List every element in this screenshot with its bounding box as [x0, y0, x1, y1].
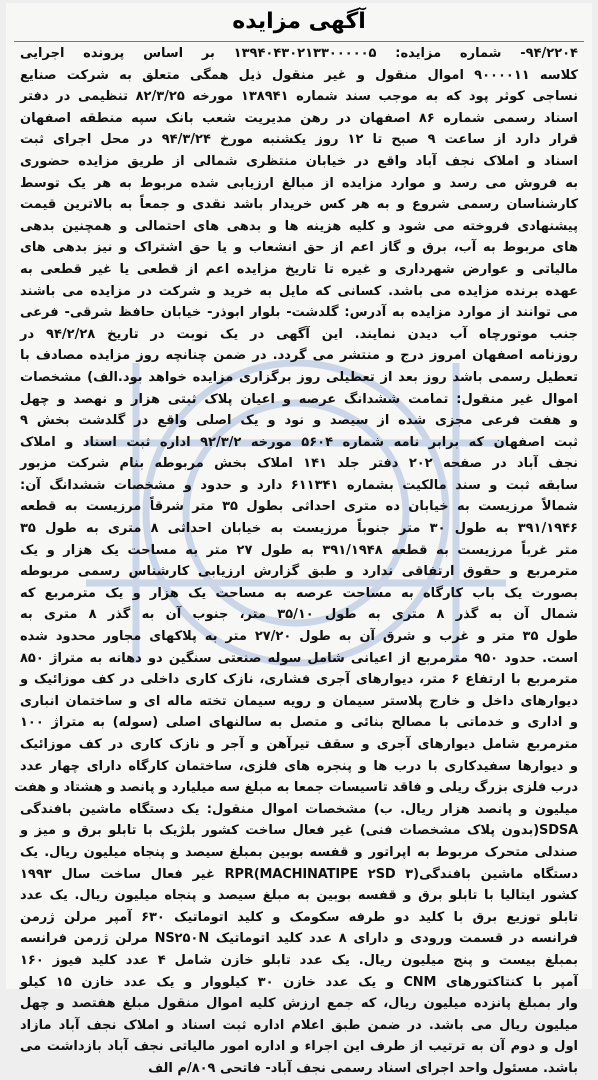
- notice-line: عهده برنده مزایده می باشد. کسانی که مایل به خرید و شرکت در مزایده می باشند: [20, 283, 578, 299]
- notice-line: اول و دوم آن به ترتیب از طرف این اجراء و اداره امور مالیاتی نجف آباد بازداشت می: [20, 1039, 578, 1055]
- notice-line: نجف آباد در صفحه ۲۰۲ دفتر جلد ۱۴۱ املاک بخش مربوطه بنام شرکت مزبور: [20, 456, 578, 472]
- title-divider: [14, 41, 584, 42]
- notice-line: باشد. مسئول واحد اجرای اسناد رسمی نجف آباد- فاتحی ۸۰۹/م الف: [148, 1060, 578, 1076]
- notice-line: نساجی کوثر پود که به موجب سند شماره ۱۳۸۹۴۱ مورخه ۸۲/۳/۲۵ تنظیمی در دفتر: [20, 89, 578, 105]
- notice-line: سابقه ثبت و سند مالکیت بشماره ۶۱۱۳۴۱ دارد و حدود و مشخصات ششدانگ آن:: [20, 477, 579, 493]
- notice-line: مترمربع شامل دیوارهای آجری و سقف تیرآهن و آجر و نازک کاری در کف موزائیک: [20, 737, 578, 752]
- notice-line: می توانند از موارد مزایده به آدرس: گلدشت- بلوار ابوذر- خیابان حافظ شرقی- فرعی: [20, 305, 578, 321]
- notice-line: میلیون و پانصد هزار ریال. ب) مشخصات اموال منقول: یک دستگاه ماشین بافندگی: [20, 801, 578, 817]
- notice-line: پیشنهادی فروخته می شود و کلیه هزینه ها و بدهی های احتمالی و همچنین بدهی: [20, 218, 578, 234]
- notice-line: ۹۴/۲۲۰۴- شماره مزایده: ۱۳۹۴۰۴۳۰۲۱۳۳۰۰۰۰۰۵ بر اساس پرونده اجرایی: [20, 46, 578, 61]
- notice-line: کلاسه ۹۰۰۰۰۱۱ اموال منقول و غیر منقول ذیل همگی متعلق به شرکت صنایع: [20, 67, 578, 83]
- notice-body: [14, 43, 579, 1076]
- notice-line: اسناد و املاک نجف آباد واقع در خیابان منتظری شمالی از طریق مزایده حضوری: [20, 153, 578, 169]
- notice-line: و اداری و خدماتی با مصالح بنائی و متصل به سالنهای اصلی (سوله) به متراژ ۱۰۰: [20, 715, 578, 731]
- notice-line: اموال غیر منقول: تمامت ششدانگ عرصه و اعیان پلاک ثبتی هزار و نهصد و چهل: [20, 391, 578, 407]
- notice-line: دستگاه ماشین بافندگی(RPR(MACHINATIPE ۲SD ۳ غیر فعال ساخت سال ۱۹۹۳: [20, 866, 579, 882]
- notice-line: تعطیل رسمی باشد روز بعد از تعطیلی روز برگزاری مزایده خواهد بود.الف) مشخصات: [20, 369, 578, 385]
- notice-line: صندلی متحرک مربوط به اپراتور و قفسه بوبین بمبلغ سیصد و پنجاه میلیون ریال. یک: [20, 844, 578, 860]
- notice-line: ثبت اصفهان که برابر نامه شماره ۵۶۰۴ مورخه ۹۲/۳/۲ اداره ثبت اسناد و املاک: [20, 434, 579, 450]
- notice-line: است. حدود ۹۵۰ مترمربع از اعیانی شامل سوله صنعتی سنگین دو دهانه به متراژ ۸۵۰: [20, 650, 579, 666]
- notice-line: کشور ایتالیا با تابلو برق و قفسه بوبین به مبلغ سیصد و پنجاه میلیون ریال. یک عدد: [20, 888, 578, 904]
- notice-sheet: [6, 3, 592, 1076]
- notice-line: فرانسه در قسمت ورودی و دارای ۸ عدد کلید اتوماتیک NS۲۵۰N مرلن ژرمن فرانسه: [20, 931, 578, 947]
- notice-line: کارشناسان رسمی شروع و به هر کس خریدار باشد نقدی و جمعاً به بالاترین قیمت: [20, 197, 578, 213]
- notice-line: ۳۹۱/۱۹۴۶ به طول ۳۰ متر جنوباً مرزیست به خیابان احداثی ۸ متری به طول ۳۵: [20, 521, 578, 537]
- notice-title: آگهی مزایده: [232, 9, 366, 34]
- notice-line: روزنامه اصفهان امروز درج و منتشر می گردد. در ضمن چنانچه روز مزایده مصادف با: [20, 348, 578, 364]
- notice-line: اسناد رسمی شماره ۸۶ اصفهان در رهن مدیریت شعب بانک سپه منطقه اصفهان: [20, 110, 578, 126]
- notice-line: مترمربع و حقوق ارتفاقی ندارد و طبق گزارش ارزیابی کارشناس رسمی مربوطه: [20, 564, 578, 580]
- notice-line: های مربوط به آب، برق و گاز اعم از حق انشعاب و یا حق اشتراک و نیز بدهی های: [20, 240, 578, 256]
- notice-line: جنب موتورچاه آب دیدن نمایند. این آگهی در یک نوبت در تاریخ ۹۴/۲/۲۸ در: [20, 326, 578, 342]
- notice-line: SDSA(بدون پلاک مشخصات فنی) غیر فعال ساخت کشور بلژیک با تابلو برق و میز و: [20, 823, 578, 839]
- notice-line: درب فلزی بزرگ ریلی و فاقد تاسیسات جمعا به مبلغ سه میلیارد و پانصد و هشتاد و هفت: [14, 780, 578, 796]
- notice-line: میلیون ریال می باشد. در ضمن طبق اعلام اداره ثبت اسناد و املاک نجف آباد مازاد: [20, 1017, 578, 1033]
- notice-line: شمال آن به گذر ۸ متری به طول ۳۵/۱۰ متر، جنوب آن به گذر ۸ متری به: [20, 607, 579, 623]
- notice-line: قرار دارد از ساعت ۹ صبح تا ۱۲ روز یکشنبه مورخ ۹۴/۳/۲۴ در محل اجرای ثبت: [20, 132, 578, 148]
- notice-line: بمبلغ بیست و پنج میلیون ریال. یک عدد تابلو خازن شامل ۴ عدد کلید فیوز ۱۶۰: [20, 952, 578, 968]
- notice-line: تابلو توزیع برق با کلید دو طرفه سکومک و کلید اتوماتیک ۶۳۰ آمپر مرلن ژرمن: [20, 909, 578, 925]
- notice-line: مترمربع با ارتفاع ۶ متر، دیوارهای آجری فشاری، نازک کاری داخلی در کف موزائیک و: [20, 672, 578, 688]
- notice-line: مالیاتی و عوارض شهرداری و غیره تا تاریخ مزایده اعم از قطعی یا غیر قطعی به: [20, 261, 578, 277]
- notice-line: به فروش می رسد و موارد مزایده از مبالغ ارزیابی شده مربوط به هر یک توسط: [20, 175, 578, 191]
- notice-line: و دیوارها سفیدکاری با درب ها و پنجره های فلزی، ساختمان کارگاه دارای چهار عدد: [20, 758, 578, 774]
- notice-line: متر غرباً مرزیست به قطعه ۳۹۱/۱۹۴۸ به طول ۲۷ متر به مساحت یک هزار و یک: [20, 542, 578, 558]
- notice-line: و هفت فرعی مجزی شده از سیصد و نود و یک اصلی واقع در گلدشت بخش ۹: [20, 413, 578, 429]
- notice-line: بصورت یک باب کارگاه به مساحت عرصه به مساحت یک هزار و یک مترمربع که: [20, 585, 578, 601]
- notice-line: طول ۳۵ متر و غرب و شرق آن به طول ۲۷/۲۰ متر به پلاکهای مجاور محدود شده: [20, 629, 578, 645]
- notice-line: شمالاً مرزیست به خیابان ده متری احداثی بطول ۳۵ متر شرقاً مرزیست به قطعه: [20, 499, 578, 515]
- notice-line: وار بمبلغ پانزده میلیون ریال، که جمع ارزش کلیه اموال منقول مبلغ هفتصد و چهل: [20, 996, 578, 1012]
- notice-line: دیوارهای داخل و خارج پلاستر سیمان و رویه سیمان تخته ماله ای و ساختمان انباری: [20, 693, 578, 709]
- notice-line: آمپر با کنتاکتورهای CNM و یک عدد خازن ۳۰ کیلووار و یک عدد خازن ۱۵ کیلو: [20, 974, 578, 990]
